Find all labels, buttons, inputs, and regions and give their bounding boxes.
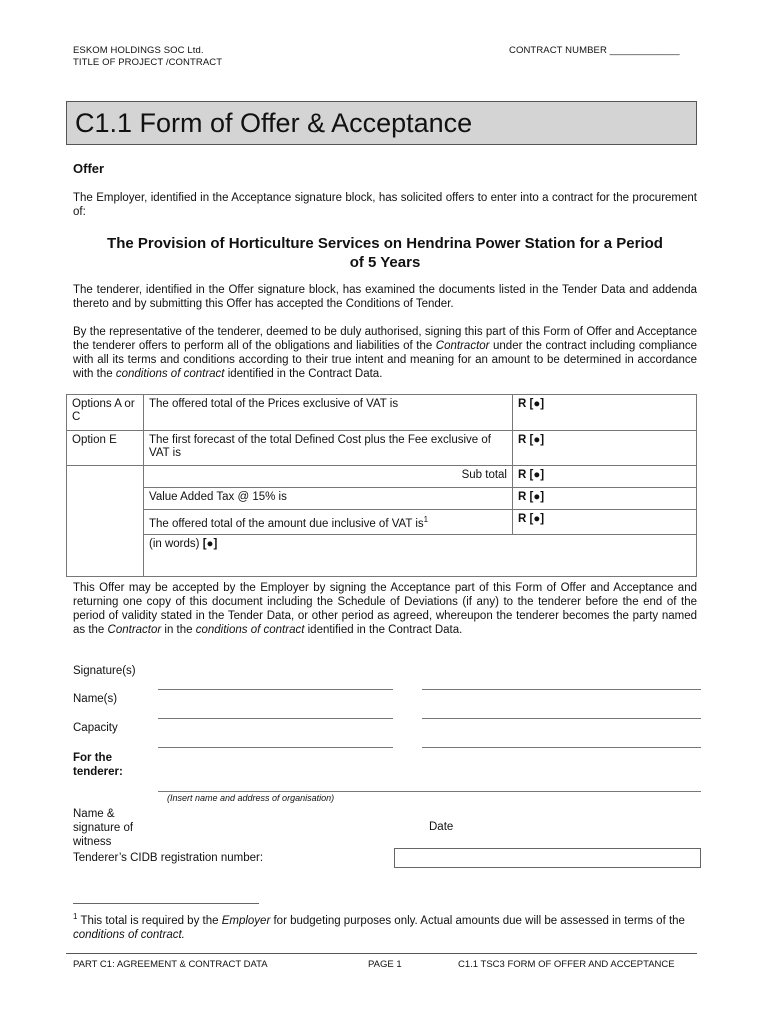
signature-line-2[interactable] [422, 689, 701, 690]
project-title-line2: of 5 Years [349, 254, 421, 271]
description-cell: Sub total [144, 466, 513, 488]
signature-line-1[interactable] [158, 689, 393, 690]
organisation-line[interactable] [158, 791, 701, 792]
cidb-number-field[interactable] [394, 848, 701, 868]
amount-cell[interactable]: R [●] [513, 431, 697, 466]
project-title [66, 234, 704, 272]
footnote: $^1$ This total is required by the Employer for budgeting purposes only. Actual amounts due will be assessed in terms of the conditions of contract. [73, 912, 685, 941]
cidb-label: Tenderer’s CIDB registration number: [73, 852, 264, 864]
project-title-label: TITLE OF PROJECT /CONTRACT [73, 57, 223, 68]
capacity-label: Capacity [73, 722, 118, 734]
representative-paragraph: By the representative of the tenderer, deemed to be duly authorised, signing this part of this Form of Offer and Acceptance the tenderer offers to perform all of the obligations and liabilities of the Contractor under the contract including compliance with all its terms and conditions according to their true intent and meaning for an amount to be determined in accordance with the conditions of contract identified in the Contract Data. [73, 326, 698, 380]
for-tenderer-label: For the tenderer: [73, 752, 123, 778]
amount-cell[interactable]: R [●] [513, 395, 697, 431]
option-cell: Option E [67, 431, 144, 466]
name-line-1[interactable] [158, 718, 393, 719]
capacity-line-2[interactable] [422, 747, 701, 748]
table-row [67, 534, 697, 576]
table-row [67, 510, 697, 535]
description-cell: The first forecast of the total Defined Cost plus the Fee exclusive of VAT is [144, 431, 513, 466]
amount-cell[interactable]: R [●] [513, 488, 697, 510]
page-number: PAGE 1 [368, 959, 402, 970]
table-row [67, 488, 697, 510]
signatures-label: Signature(s) [73, 665, 136, 677]
name-line-2[interactable] [422, 718, 701, 719]
option-cell: Options A or C [67, 395, 144, 431]
title-box [66, 101, 697, 145]
names-label: Name(s) [73, 693, 118, 705]
tenderer-paragraph: The tenderer, identified in the Offer signature block, has examined the documents listed in the Tender Data and addenda thereto and by submitting this Offer has accepted the Conditions of Tender. [73, 284, 697, 310]
footer-right: C1.1 TSC3 FORM OF OFFER AND ACCEPTANCE [458, 959, 675, 970]
amount-cell[interactable]: R [●] [513, 510, 697, 535]
table-row [67, 466, 697, 488]
amount-in-words-cell[interactable]: (in words) [●] [144, 534, 697, 576]
company-name: ESKOM HOLDINGS SOC Ltd. [73, 45, 204, 56]
price-table [66, 394, 697, 577]
footer-divider [66, 953, 697, 954]
witness-label: Name & signature of witness [73, 808, 134, 848]
contract-number: CONTRACT NUMBER _____________ [509, 45, 680, 56]
footer-left: PART C1: AGREEMENT & CONTRACT DATA [73, 959, 268, 970]
acceptance-paragraph: This Offer may be accepted by the Employer by signing the Acceptance part of this Form of Offer and Acceptance and returning one copy of this document including the Schedule of Deviations (if any) to the tenderer before the end of the period of validity stated in the Tender Data, or other period as agreed, whereupon the tenderer becomes the party named as the Contractor in the conditions of contract identified in the Contract Data. [73, 582, 697, 636]
amount-cell[interactable]: R [●] [513, 466, 697, 488]
project-title-line1: The Provision of Horticulture Services on Hendrina Power Station for a Period [107, 235, 663, 252]
capacity-line-1[interactable] [158, 747, 393, 748]
intro-paragraph: The Employer, identified in the Acceptance signature block, has solicited offers to enter into a contract for the procurement of: [73, 192, 697, 218]
date-label: Date [429, 821, 454, 833]
offer-heading: Offer [73, 161, 105, 176]
description-cell: The offered total of the amount due inclusive of VAT $is^1$ [144, 510, 513, 535]
footnote-divider [73, 903, 259, 904]
table-row [67, 395, 697, 431]
page-title: C1.1 Form of Offer & Acceptance [75, 108, 473, 138]
insert-organisation-note: (Insert name and address of organisation) [167, 793, 335, 803]
table-row [67, 431, 697, 466]
description-cell: The offered total of the Prices exclusive of VAT is [144, 395, 513, 431]
description-cell: Value Added Tax @ 15% is [144, 488, 513, 510]
